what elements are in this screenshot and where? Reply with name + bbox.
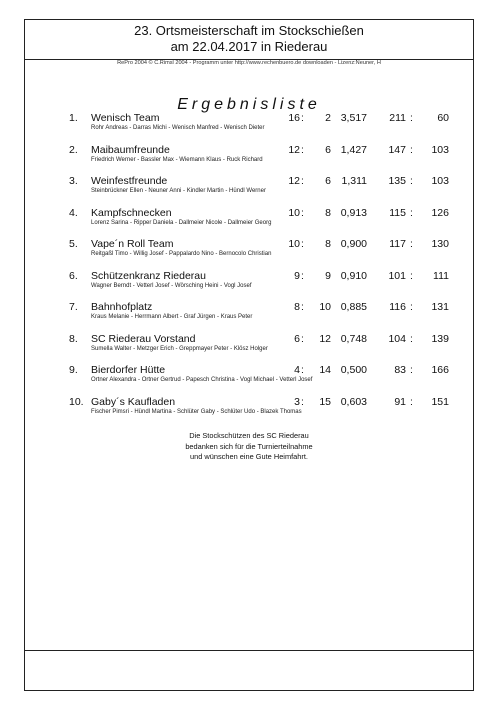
score-against: 130 — [431, 238, 449, 250]
score-against: 60 — [437, 112, 449, 124]
quotient: 0,748 — [340, 332, 367, 345]
points-separator: : — [301, 269, 304, 282]
team-members: Sumella Walter - Metzger Erich - Greppmayer Peter - Klösz Holger — [91, 345, 268, 352]
quotient: 3,517 — [340, 112, 367, 124]
points-lost: 2 — [325, 112, 331, 124]
points-won: 12 — [288, 175, 300, 187]
score-for: 116 — [389, 301, 406, 313]
rank: 1. — [69, 112, 78, 124]
points-lost: 8 — [325, 238, 331, 250]
points-lost: 8 — [325, 206, 331, 219]
points-separator: : — [301, 175, 304, 187]
team-name: Bahnhofplatz — [91, 301, 153, 313]
result-row — [25, 111, 473, 141]
team-members: Fischer Pimsri - Hündl Martina - Schlüter Gaby - Schlüter Udo - Blazek Thomas — [91, 408, 302, 415]
quotient: 1,311 — [341, 175, 367, 187]
points-won: 9 — [294, 269, 300, 282]
result-row — [25, 206, 473, 236]
score-for: 83 — [394, 364, 406, 376]
score-separator: : — [410, 238, 413, 250]
team-members: Reitgaßl Timo - Willig Josef - Pappalardo Nino - Bernocolo Christian — [91, 251, 272, 257]
result-row — [25, 363, 473, 393]
quotient: 0,885 — [340, 301, 367, 313]
team-members: Wagner Berndt - Vetterl Josef - Wörsching Heini - Vogl Josef — [91, 282, 252, 289]
rank: 5. — [69, 238, 78, 250]
points-lost: 6 — [325, 175, 331, 187]
team-name: Maibaumfreunde — [91, 143, 170, 156]
score-for: 91 — [394, 395, 406, 408]
results-sheet — [24, 19, 474, 691]
quotient: 1,427 — [340, 143, 367, 156]
rank: 9. — [69, 364, 78, 376]
points-lost: 10 — [319, 301, 331, 313]
score-for: 104 — [388, 332, 406, 345]
result-row — [25, 300, 473, 330]
points-won: 3 — [294, 395, 300, 408]
points-separator: : — [301, 238, 304, 250]
team-name: Vape´n Roll Team — [91, 238, 174, 250]
quotient: 0,913 — [340, 206, 367, 219]
points-won: 8 — [294, 301, 300, 313]
score-separator: : — [410, 112, 413, 124]
points-lost: 14 — [319, 364, 331, 376]
team-members: Rohr Andreas - Darras Michi - Wenisch Manfred - Wenisch Dieter — [91, 125, 265, 131]
score-against: 139 — [431, 332, 449, 345]
team-members: Ortner Alexandra - Ortner Gertrud - Papesch Christina - Vogl Michael - Vetterl Josef — [91, 377, 313, 383]
score-separator: : — [410, 364, 413, 376]
quotient: 0,910 — [340, 269, 367, 282]
score-for: 147 — [388, 143, 406, 156]
closing-line-2: bedanken sich für die Turnierteilnahme — [185, 441, 313, 451]
rank: 8. — [69, 332, 78, 345]
bottom-divider — [25, 650, 473, 651]
quotient: 0,603 — [340, 395, 367, 408]
result-row — [25, 237, 473, 267]
score-against: 111 — [433, 269, 449, 282]
points-won: 12 — [288, 143, 300, 156]
points-won: 16 — [288, 112, 300, 124]
score-against: 131 — [431, 301, 449, 313]
score-separator: : — [410, 143, 413, 156]
score-separator: : — [410, 206, 413, 219]
points-lost: 9 — [325, 269, 331, 282]
team-name: Wenisch Team — [91, 112, 160, 124]
score-for: 135 — [388, 175, 406, 187]
team-name: Kampfschnecken — [91, 206, 172, 219]
page-title: Ergebnisliste — [177, 96, 321, 113]
quotient: 0,900 — [340, 238, 367, 250]
points-separator: : — [301, 332, 304, 345]
team-name: SC Riederau Vorstand — [91, 332, 196, 345]
rank: 3. — [69, 175, 78, 187]
rank: 10. — [69, 395, 84, 408]
score-separator: : — [410, 175, 413, 187]
points-lost: 12 — [319, 332, 331, 345]
score-against: 103 — [431, 143, 449, 156]
score-separator: : — [410, 269, 413, 282]
score-separator: : — [410, 332, 413, 345]
points-separator: : — [301, 364, 304, 376]
result-row — [25, 332, 473, 362]
score-against: 166 — [431, 364, 449, 376]
points-lost: 6 — [325, 143, 331, 156]
rank: 2. — [69, 143, 78, 156]
score-for: 211 — [389, 112, 406, 124]
team-members: Lorenz Sarina - Ripper Daniela - Dallmeier Nicole - Dallmeier Georg — [91, 219, 272, 226]
score-for: 101 — [388, 269, 406, 282]
points-won: 10 — [288, 238, 300, 250]
team-name: Gaby´s Kaufladen — [91, 395, 176, 408]
team-name: Weinfestfreunde — [91, 175, 168, 187]
result-row — [25, 269, 473, 299]
tournament-date-location: am 22.04.2017 in Riederau — [170, 39, 328, 54]
result-row — [25, 143, 473, 173]
team-name: Schützenkranz Riederau — [91, 269, 206, 282]
rank: 6. — [69, 269, 78, 282]
score-separator: : — [410, 395, 413, 408]
score-for: 115 — [389, 206, 406, 219]
rank: 4. — [69, 206, 78, 219]
points-won: 6 — [294, 332, 300, 345]
score-against: 151 — [431, 395, 449, 408]
result-row — [25, 174, 473, 204]
result-row — [25, 395, 473, 425]
closing-message — [25, 431, 473, 463]
score-against: 126 — [431, 206, 449, 219]
quotient: 0,500 — [340, 364, 367, 376]
rank: 7. — [69, 301, 78, 313]
points-separator: : — [301, 143, 304, 156]
score-for: 117 — [389, 238, 406, 250]
team-name: Bierdorfer Hütte — [91, 364, 166, 376]
points-separator: : — [301, 395, 304, 408]
points-separator: : — [301, 112, 304, 124]
score-separator: : — [410, 301, 413, 313]
software-credit: RePro 2004 © C.Rimsl 2004 - Programm unter http://www.rechenbuero.de downloaden - Lizenz:Neuner, H — [117, 60, 381, 66]
points-lost: 15 — [319, 395, 331, 408]
points-won: 10 — [288, 206, 300, 219]
tournament-title: 23. Ortsmeisterschaft im Stockschießen — [134, 23, 364, 38]
points-separator: : — [301, 301, 304, 313]
closing-line-3: und wünschen eine Gute Heimfahrt. — [190, 452, 308, 461]
score-against: 103 — [431, 175, 449, 187]
points-won: 4 — [294, 364, 300, 376]
title-header — [25, 20, 473, 60]
team-members: Kraus Melanie - Herrmann Albert - Graf Jürgen - Kraus Peter — [91, 314, 253, 320]
team-members: Friedrich Werner - Bassler Max - Wiemann Klaus - Ruck Richard — [91, 156, 263, 163]
team-members: Steinbrückner Ellen - Neuner Anni - Kindler Martin - Hündl Werner — [91, 188, 266, 194]
closing-line-1: Die Stockschützen des SC Riederau — [189, 431, 309, 440]
points-separator: : — [301, 206, 304, 219]
